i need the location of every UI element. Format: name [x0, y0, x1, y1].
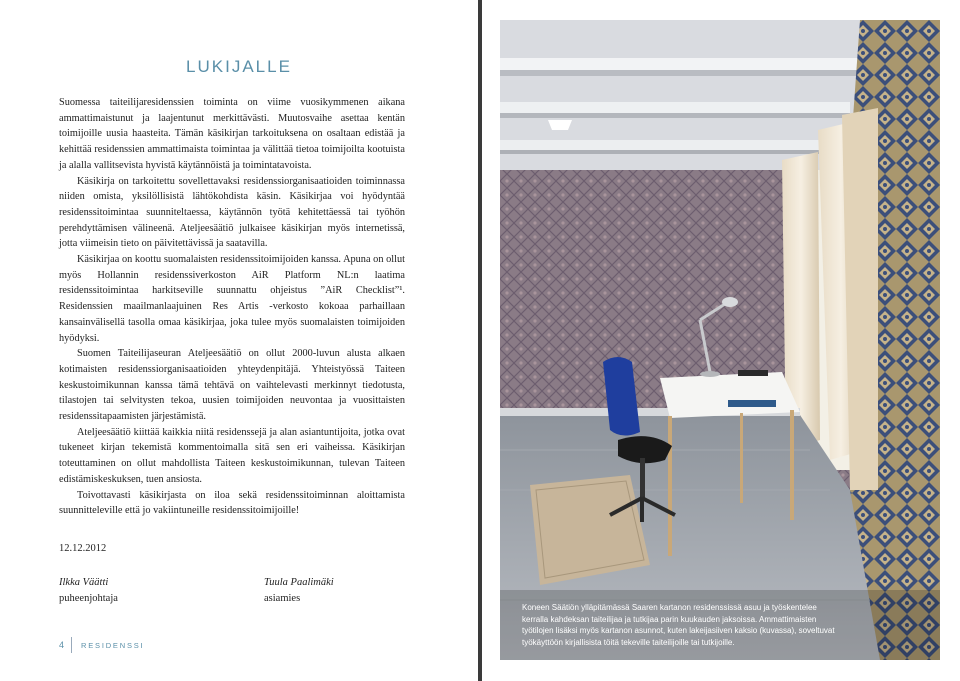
footer-divider	[71, 637, 72, 653]
paragraph: Suomen Taiteilijaseuran Ateljeesäätiö on ollut 2000-luvun alusta alkaen kotimaisten residenssiorganisaatioiden yhteydenpitäjä. Yhteistyössä Taiteen keskustoimikunnan kanssa tämä tehtävä on vaihtelevasti merkinnyt tiedotusta, tilastojen tai selvitysten tekoa, uusien toimijoiden neuvontaa ja vuosittaisten residenssitapaamisten järjestämistä.	[59, 348, 405, 423]
signature-name: Tuula Paalimäki	[264, 577, 334, 588]
body-text	[59, 95, 405, 519]
date: 12.12.2012	[59, 543, 107, 554]
left-page	[0, 0, 478, 681]
signature-role: puheenjohtaja	[59, 593, 118, 604]
signature-secretary	[264, 575, 334, 607]
signature-chairman	[59, 575, 118, 607]
section-label: RESIDENSSI	[81, 641, 145, 650]
page-number: 4	[59, 640, 65, 650]
photo-caption: Koneen Säätiön ylläpitämässä Saaren kartanon residenssissä asuu ja työskentelee kerralla kahdeksan taiteilijaa ja tutkijaa parin kuukauden jaksoissa. Ammattimaisten työtilojen lisäksi myös kartanon asunnot, kuten lakeijasiiven kaksio (kuvassa), soveltuvat työkäyttöön kirjallisista töitä tekeville taiteilijoille tai tutkijoille.	[522, 603, 835, 647]
paragraph: Toivottavasti käsikirjasta on iloa sekä residenssitoiminnan aloittamista suunnitteleville että jo vakiintuneille residenssitoimijoille!	[59, 489, 405, 517]
paragraph: Käsikirjaa on koottu suomalaisten residenssitoimijoiden kanssa. Apuna on ollut myös Hollannin residenssiverkoston AiR Platform NL:n laatima residenssitoimintaa harkitseville suunnattu ohjeistus ”AiR Checklist”¹. Residenssien maailmanlaajuinen Res Artis -verkosto kokoaa parhaillaan kansainvälisellä tasolla omaa käsikirjaa, joka tulee myös suomalaisten toimijoiden hyödyksi.	[59, 254, 405, 344]
signature-name: Ilkka Väätti	[59, 577, 109, 588]
room-photo	[500, 20, 940, 660]
signature-role: asiamies	[264, 593, 301, 604]
paragraph: Ateljeesäätiö kiittää kaikkia niitä residenssejä ja alan asiantuntijoita, jotka ovat tukeneet kirjan tekemistä kommentoimalla sitä sen eri vaiheissa. Käsikirjan toteuttaminen on ollut mahdollista Taiteen keskustoimikunnan, tulevan Taiteen edistämiskeskuksen, tuen ansiosta.	[59, 426, 405, 485]
page-title: LUKIJALLE	[186, 57, 292, 76]
paragraph: Suomessa taiteilijaresidenssien toiminta on viime vuosikymmenen aikana ammattimaistunut ja laajentunut merkittävästi. Muutosvaihe asettaa kentän toimijoille uusia haasteita. Tämän käsikirjan tarkoituksena on osaltaan edistää ja kehittää residenssien ammattimaista toimintaa ja välittää tietoa toimijoilta kootuista ja alalla vallitsevista hyvistä käytännöistä ja toimintatavoista.	[59, 97, 405, 171]
paragraph: Käsikirja on tarkoitettu sovellettavaksi residenssiorganisaatioiden toiminnassa niiden omista, yksilöllisistä lähtökohdista käsin. Käsikirjaa voi hyödyntää residenssitoimintaa suunniteltaessa, käytännön työtä kehitettäessä tai työhön perehdyttämisen välineenä. Ateljeesäätiö julkaisee käsikirjan myös internetissä, jotta viimeisin tieto on päivitettävissä ja saatavilla.	[59, 175, 405, 250]
